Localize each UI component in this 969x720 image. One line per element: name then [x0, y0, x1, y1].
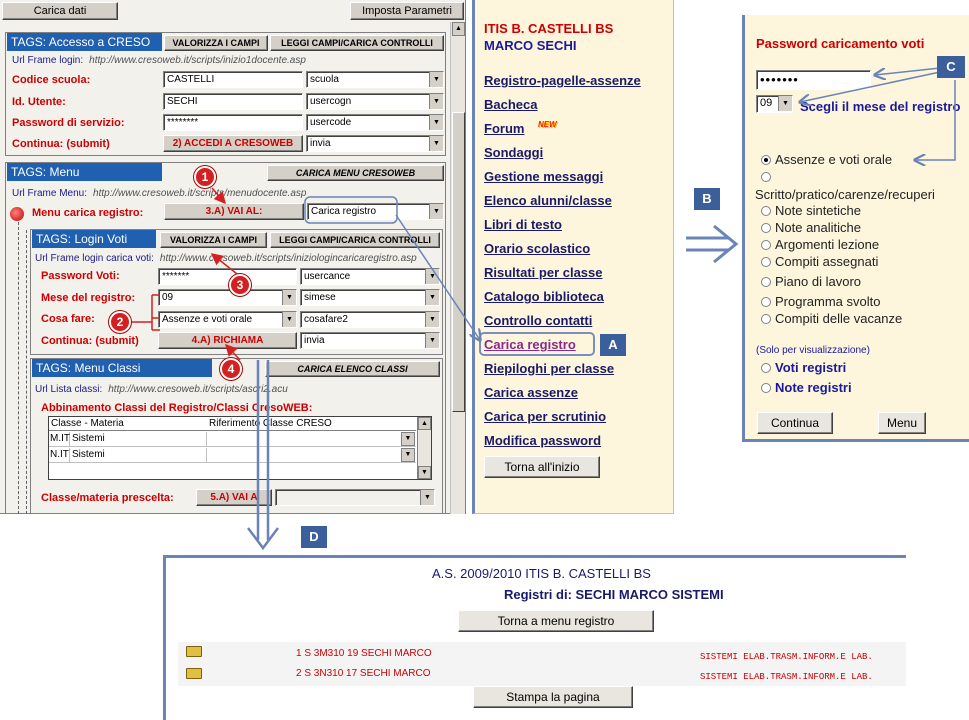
access-read-button[interactable]: LEGGI CAMPI/CARICA CONTROLLI [270, 35, 444, 51]
option-programma[interactable]: Programma svolto [761, 294, 880, 309]
link-forum[interactable]: Forum [484, 121, 525, 136]
access-url [12, 55, 306, 66]
register-entry[interactable]: 2 S 3N310 17 SECHI MARCO [296, 668, 431, 679]
chevron-down-icon: ▼ [429, 94, 443, 109]
voti-read-button[interactable]: LEGGI CAMPI/CARICA CONTROLLI [270, 232, 440, 248]
back-to-menu-button[interactable]: Torna a menu registro [458, 610, 654, 632]
grid-scrollbar[interactable]: ▲ ▼ [417, 417, 431, 479]
chevron-down-icon: ▼ [778, 96, 792, 111]
load-menu-button[interactable]: CARICA MENU CRESOWEB [267, 165, 444, 181]
dashed-guide [26, 230, 27, 514]
radio-icon [761, 383, 771, 393]
dashed-guide [18, 222, 19, 514]
col-creso-ref: Riferimento Classe CRESO [209, 418, 332, 429]
radio-icon [761, 223, 771, 233]
link-carica-registro[interactable]: Carica registro [484, 337, 576, 352]
register-row[interactable] [178, 642, 906, 664]
voti-url [35, 253, 417, 264]
menu-tag: TAGS: Menu [7, 163, 162, 181]
user-field-select[interactable]: usercogn ▼ [306, 93, 444, 110]
voti-row-label: Mese del registro: [41, 292, 136, 304]
chevron-down-icon: ▼ [429, 72, 443, 87]
link-bacheca[interactable]: Bacheca [484, 97, 538, 112]
school-code-input[interactable]: CASTELLI [163, 71, 303, 88]
link-carica-assenze[interactable]: Carica assenze [484, 385, 578, 400]
access-url-label: Url Frame login: [12, 55, 84, 66]
option-vacanze[interactable]: Compiti delle vacanze [761, 311, 902, 326]
menu-load-label: Menu carica registro: [32, 207, 144, 219]
print-page-button[interactable]: Stampa la pagina [473, 686, 633, 708]
voti-row-label: Password Voti: [41, 270, 120, 282]
register-row[interactable] [178, 664, 906, 686]
chevron-down-icon: ▼ [425, 312, 439, 327]
radio-icon [761, 314, 771, 324]
password-input[interactable]: ••••••• [756, 70, 871, 90]
voti-password-input[interactable]: ******* [158, 268, 297, 285]
login-voti-tag: TAGS: Login Voti [32, 230, 156, 248]
month-dropdown[interactable]: 09 ▼ [756, 95, 793, 113]
label-d: D [301, 526, 327, 548]
link-sondaggi[interactable]: Sondaggi [484, 145, 544, 160]
access-tag: TAGS: Accesso a CRESO [7, 33, 162, 51]
link-carica-scrutinio[interactable]: Carica per scrutinio [484, 409, 607, 424]
recall-field[interactable]: invia ▼ [300, 332, 440, 349]
callout-2: 2 [109, 311, 131, 333]
chevron-down-icon: ▼ [420, 490, 434, 505]
chevron-down-icon: ▼ [429, 115, 443, 130]
link-controllo-contatti[interactable]: Controllo contatti [484, 313, 593, 328]
action-field[interactable]: cosafare2 ▼ [300, 311, 440, 328]
school-year: A.S. 2009/2010 ITIS B. CASTELLI BS [432, 566, 651, 581]
school-name: ITIS B. CASTELLI BS [484, 21, 614, 36]
radio-icon [761, 172, 771, 182]
pair-label: Abbinamento Classi del Registro/Classi CresoWEB: [41, 402, 313, 414]
grid-header [49, 417, 416, 431]
go-to-class-button[interactable]: 5.A) VAI A [196, 489, 272, 506]
link-registro-pagelle[interactable]: Registro-pagelle-assenze [484, 73, 641, 88]
menu-url-value: http://www.cresoweb.it/scripts/menudocente.asp [93, 188, 307, 199]
label-a: A [600, 334, 626, 356]
radio-icon [761, 297, 771, 307]
month-select[interactable]: 09 ▼ [158, 289, 297, 306]
submit-field-select[interactable]: invia ▼ [306, 135, 444, 152]
left-scrollbar[interactable]: ▲ [450, 22, 465, 514]
voti-url-label: Url Frame login carica voti: [35, 253, 154, 264]
register-entry[interactable]: 1 S 3M310 19 SECHI MARCO [296, 648, 432, 659]
access-row-label: Password di servizio: [12, 117, 125, 129]
go-to-button[interactable]: 3.A) VAI AL: [164, 203, 304, 220]
col-class-subject: Classe - Materia [51, 418, 124, 429]
selected-class-select[interactable] [275, 489, 435, 506]
label-c: C [937, 56, 965, 78]
callout-3: 3 [229, 274, 251, 296]
folder-icon [186, 646, 202, 657]
link-gestione-messaggi[interactable]: Gestione messaggi [484, 169, 604, 184]
access-url-value: http://www.cresoweb.it/scripts/inizio1docente.asp [89, 55, 306, 66]
service-password-input[interactable]: ******** [163, 114, 303, 131]
radio-icon [761, 257, 771, 267]
classes-url-label: Url Lista classi: [35, 384, 103, 395]
month-field[interactable]: simese ▼ [300, 289, 440, 306]
password-title: Password caricamento voti [756, 36, 925, 51]
menu-target-select[interactable]: Carica registro ▼ [307, 203, 444, 220]
option-note-analitiche[interactable]: Note analitiche [761, 220, 861, 235]
link-risultati[interactable]: Risultati per classe [484, 265, 603, 280]
option-assenze[interactable]: Assenze e voti orale [761, 152, 892, 167]
radio-icon [761, 363, 771, 373]
folder-icon [186, 668, 202, 679]
voti-password-field[interactable]: usercance ▼ [300, 268, 440, 285]
link-catalogo[interactable]: Catalogo biblioteca [484, 289, 604, 304]
callout-4: 4 [220, 358, 242, 380]
menu-button[interactable]: Menu [878, 412, 926, 434]
chevron-down-icon: ▼ [429, 136, 443, 151]
link-elenco-alunni[interactable]: Elenco alunni/classe [484, 193, 612, 208]
label-b: B [694, 188, 720, 210]
chevron-down-icon: ▼ [425, 290, 439, 305]
access-row-label: Continua: (submit) [12, 138, 110, 150]
access-fill-button[interactable]: VALORIZZA I CAMPI [164, 35, 268, 51]
registers-title: Registri di: SECHI MARCO SISTEMI [504, 587, 724, 602]
link-modifica-password[interactable]: Modifica password [484, 433, 602, 448]
new-badge: NEW [538, 120, 557, 129]
chevron-down-icon: ▼ [282, 290, 296, 305]
option-argomenti[interactable]: Argomenti lezione [761, 237, 879, 252]
password-field-select[interactable]: usercode ▼ [306, 114, 444, 131]
continue-button[interactable]: Continua [757, 412, 833, 434]
back-to-start-button[interactable]: Torna all'inizio [484, 456, 600, 478]
month-label: Scegli il mese del registro [800, 99, 961, 114]
link-libri-testo[interactable]: Libri di testo [484, 217, 562, 232]
radio-icon [761, 277, 771, 287]
register-subject: SISTEMI ELAB.TRASM.INFORM.E LAB. [700, 652, 873, 662]
option-piano[interactable]: Piano di lavoro [761, 274, 861, 289]
voti-row-label: Cosa fare: [41, 313, 95, 325]
access-row-label: Id. Utente: [12, 96, 66, 108]
classes-url-value: http://www.cresoweb.it/scripts/ascri2.acu [108, 384, 288, 395]
action-select[interactable]: Assenze e voti orale ▼ [158, 311, 297, 328]
table-row[interactable]: N.IT Sistemi ▼ [49, 448, 416, 463]
load-data-button[interactable]: Carica dati [2, 2, 118, 20]
menu-url [12, 188, 306, 199]
chevron-down-icon: ▼ [425, 269, 439, 284]
option-compiti[interactable]: Compiti assegnati [761, 254, 878, 269]
voti-row-label: Continua: (submit) [41, 335, 139, 347]
menu-classi-tag: TAGS: Menu Classi [32, 359, 212, 377]
record-icon [10, 207, 24, 221]
teacher-name: MARCO SECHI [484, 38, 577, 53]
recall-button[interactable]: 4.A) RICHIAMA [158, 332, 297, 349]
load-classes-button[interactable]: CARICA ELENCO CLASSI [265, 361, 440, 377]
option-note-registri[interactable]: Note registri [761, 380, 852, 395]
login-cresoweb-button[interactable]: 2) ACCEDI A CRESOWEB [163, 135, 303, 152]
radio-icon [761, 240, 771, 250]
option-voti-registri[interactable]: Voti registri [761, 360, 846, 375]
option-note-sintetiche[interactable]: Note sintetiche [761, 203, 861, 218]
chevron-down-icon: ▼ [429, 204, 443, 219]
menu-url-label: Url Frame Menu: [12, 188, 88, 199]
selected-class-label: Classe/materia prescelta: [41, 492, 174, 504]
school-field-select[interactable]: scuola ▼ [306, 71, 444, 88]
access-row-label: Codice scuola: [12, 74, 91, 86]
chevron-down-icon: ▼ [282, 312, 296, 327]
radio-icon [761, 206, 771, 216]
option-scritto[interactable]: Scritto/pratico/carenze/recuperi [761, 168, 935, 204]
set-params-button[interactable]: Imposta Parametri [350, 2, 464, 20]
voti-url-value: http://www.cresoweb.it/scripts/iniziologincaricaregistro.asp [159, 253, 417, 264]
chevron-down-icon: ▼ [425, 333, 439, 348]
user-id-input[interactable]: SECHI [163, 93, 303, 110]
classes-url [35, 384, 288, 395]
link-riepiloghi[interactable]: Riepiloghi per classe [484, 361, 615, 376]
callout-1: 1 [194, 166, 216, 188]
classes-grid[interactable] [48, 416, 432, 480]
voti-fill-button[interactable]: VALORIZZA I CAMPI [160, 232, 267, 248]
register-subject: SISTEMI ELAB.TRASM.INFORM.E LAB. [700, 672, 873, 682]
link-orario[interactable]: Orario scolastico [484, 241, 591, 256]
radio-selected-icon [761, 155, 771, 165]
table-row[interactable]: M.IT Sistemi ▼ [49, 432, 416, 447]
view-only-label: (Solo per visualizzazione) [756, 345, 870, 356]
